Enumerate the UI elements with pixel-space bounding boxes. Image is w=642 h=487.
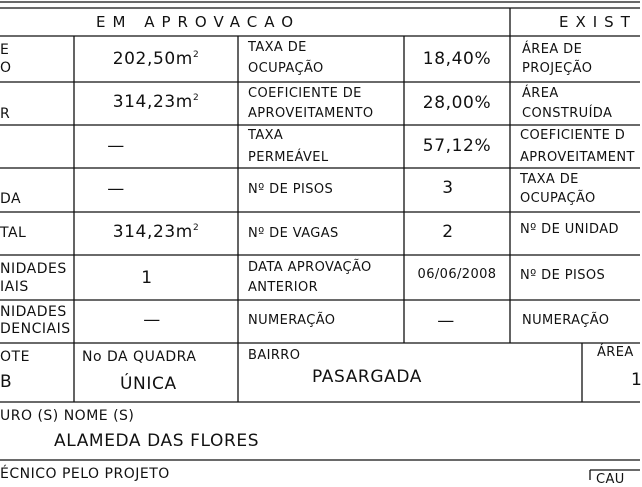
row4-label-e1: TAXA DE: [520, 172, 579, 187]
row3-value-d: 57,12%: [422, 136, 492, 156]
row4-label-c1: Nº DE PISOS: [248, 182, 334, 197]
row2-label-e1: ÁREA: [522, 86, 559, 101]
street-value: ALAMEDA DAS FLORES: [54, 431, 260, 451]
row3-label-e1: COEFICIENTE D: [520, 128, 626, 143]
cau-label: CAU: [596, 472, 625, 487]
area-label: ÁREA: [597, 345, 634, 360]
row7-label-c1: NUMERAÇÃO: [248, 313, 336, 328]
lote-value: B: [0, 372, 13, 392]
bairro-label: BAIRRO: [248, 348, 301, 363]
row5-label-e1: Nº DE UNIDAD: [520, 222, 619, 237]
tech-label: ÉCNICO PELO PROJETO: [0, 466, 170, 482]
header-approval: EM APROVACAO: [96, 13, 301, 31]
row7-value-b: —: [143, 310, 161, 330]
row7-label-a1: NIDADES: [0, 304, 67, 320]
row1-value-d: 18,40%: [422, 49, 492, 69]
row5-value-d: 2: [442, 222, 454, 242]
row2-value-b: $314,23m^2$: [112, 92, 200, 112]
lote-label: OTE: [0, 349, 30, 365]
row7-label-a2: DENCIAIS: [0, 321, 71, 337]
row6-label-c2: ANTERIOR: [248, 280, 319, 295]
quadra-value: ÚNICA: [120, 374, 177, 394]
header-existing: EXIST: [559, 13, 637, 31]
row6-value-d: 06/06/2008: [417, 267, 497, 282]
quadra-label: No DA QUADRA: [82, 349, 197, 365]
area-value: 1: [631, 370, 642, 390]
row5-label-c1: Nº DE VAGAS: [248, 226, 339, 241]
row3-label-c1: TAXA: [248, 128, 284, 143]
row6-label-e1: Nº DE PISOS: [520, 268, 606, 283]
row4-label-e2: OCUPAÇÃO: [520, 191, 596, 206]
row1-label-a1: E: [0, 42, 10, 58]
row6-label-c1: DATA APROVAÇÃO: [248, 260, 372, 275]
row4-label-a1: DA: [0, 191, 22, 207]
row1-label-c2: OCUPAÇÃO: [248, 61, 324, 76]
row2-label-a1: R: [0, 106, 11, 122]
row4-value-b: —: [107, 179, 125, 199]
row6-label-a2: IAIS: [0, 279, 29, 295]
row3-label-e2: APROVEITAMENT: [520, 150, 635, 165]
row7-value-d: —: [437, 311, 455, 331]
row2-value-d: 28,00%: [422, 93, 492, 113]
row1-label-a2: O: [0, 60, 12, 76]
row2-label-e2: CONSTRUÍDA: [522, 106, 613, 121]
row1-label-c1: TAXA DE: [248, 40, 307, 55]
row2-label-c2: APROVEITAMENTO: [248, 106, 374, 121]
row5-label-a1: TAL: [0, 225, 27, 241]
row1-label-e1: ÁREA DE: [522, 42, 583, 57]
bairro-value: PASARGADA: [312, 367, 422, 387]
row6-value-b: 1: [141, 268, 153, 288]
row1-value-b: $202,50m^2$: [112, 49, 200, 69]
row2-label-c1: COEFICIENTE DE: [248, 86, 362, 101]
row7-label-e1: NUMERAÇÃO: [522, 313, 610, 328]
row3-label-c2: PERMEÁVEL: [248, 150, 329, 165]
row4-value-d: 3: [442, 178, 454, 198]
row5-value-b: $314,23m^2$: [112, 222, 200, 242]
street-label: URO (S) NOME (S): [0, 408, 135, 424]
row6-label-a1: NIDADES: [0, 261, 67, 277]
row1-label-e2: PROJEÇÃO: [522, 61, 593, 76]
row3-value-b: —: [107, 136, 125, 156]
